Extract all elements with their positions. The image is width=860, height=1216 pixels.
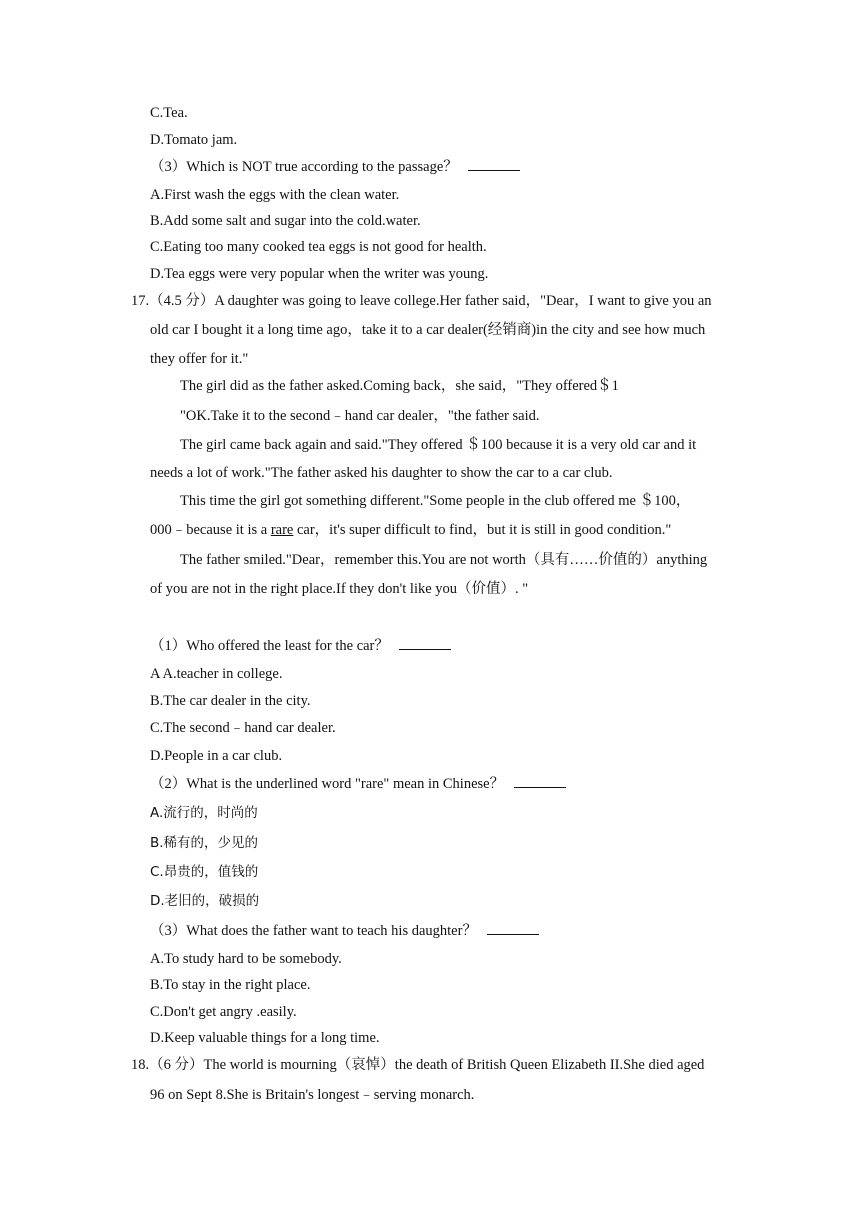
- q17-sub1-prompt: [150, 637, 451, 655]
- q17-intro-line-1: 17.（4.5 分）A daughter was going to leave college.Her father said，"Dear，I want to give you an: [131, 293, 712, 309]
- q17-paragraph-1: The girl did as the father asked.Coming back，she said，"They offered＄1: [180, 378, 619, 394]
- q17-sub1-option-c: C.The second﹣hand car dealer.: [150, 720, 336, 736]
- q17-sub2-prompt: [150, 775, 566, 793]
- q17-sub3-option-d: D.Keep valuable things for a long time.: [150, 1030, 380, 1046]
- q17-intro-line-3: they offer for it.": [150, 351, 249, 367]
- q17-paragraph-5a: The father smiled."Dear，remember this.You are not worth（具有……价值的）anything: [180, 552, 708, 568]
- q16-sub3-option-b: B.Add some salt and sugar into the cold.water.: [150, 213, 421, 229]
- q16-sub3-prompt: [150, 158, 520, 176]
- q17-sub1-option-a: A A.teacher in college.: [150, 666, 283, 682]
- prompt-text: （3）Which is NOT true according to the passage？: [150, 159, 458, 175]
- q17-sub3-option-b: B.To stay in the right place.: [150, 977, 311, 993]
- underlined-word: rare: [270, 522, 294, 538]
- q17-paragraph-3b: needs a lot of work."The father asked his daughter to show the car to a car club.: [150, 465, 613, 481]
- q17-sub3-prompt: [150, 922, 539, 940]
- q16-sub3-option-c: C.Eating too many cooked tea eggs is not good for health.: [150, 239, 487, 255]
- prompt-text: （3）What does the father want to teach his daughter？: [150, 923, 477, 939]
- q17-sub3-option-a: A.To study hard to be somebody.: [150, 951, 342, 967]
- q17-paragraph-4b: [150, 521, 671, 539]
- q17-paragraph-3a: The girl came back again and said."They offered ＄100 because it is a very old car and it: [180, 437, 697, 453]
- q17-sub3-option-c: C.Don't get angry .easily.: [150, 1004, 297, 1020]
- q16-option-d: D.Tomato jam.: [150, 132, 238, 148]
- q17-sub2-option-b: B.稀有的，少见的: [150, 835, 259, 851]
- q17-sub1-option-d: D.People in a car club.: [150, 748, 283, 764]
- q17-sub2-option-a: A.流行的，时尚的: [150, 805, 258, 821]
- q17-sub2-option-d: D.老旧的，破损的: [150, 893, 260, 909]
- text-segment: car，it's super difficult to find，but it is still in good condition.": [293, 522, 672, 538]
- q16-sub3-option-a: A.First wash the eggs with the clean water.: [150, 187, 400, 203]
- q17-sub2-option-c: C.昂贵的，值钱的: [150, 864, 259, 880]
- q17-paragraph-4a: This time the girl got something different."Some people in the club offered me ＄100，: [180, 493, 691, 509]
- answer-blank: [514, 775, 566, 788]
- text-segment: 000﹣because it is a: [150, 522, 271, 538]
- q18-intro-line-1: 18.（6 分）The world is mourning（哀悼）the death of British Queen Elizabeth II.She died aged: [131, 1057, 705, 1073]
- q18-intro-line-2: 96 on Sept 8.She is Britain's longest﹣serving monarch.: [150, 1087, 475, 1103]
- answer-blank: [399, 637, 451, 650]
- prompt-text: （1）Who offered the least for the car？: [150, 638, 389, 654]
- answer-blank: [487, 922, 539, 935]
- q16-sub3-option-d: D.Tea eggs were very popular when the writer was young.: [150, 266, 489, 282]
- prompt-text: （2）What is the underlined word "rare" mean in Chinese？: [150, 776, 505, 792]
- q17-intro-line-2: old car I bought it a long time ago，take it to a car dealer(经销商)in the city and see how much: [150, 322, 706, 338]
- q17-paragraph-2: "OK.Take it to the second﹣hand car dealer，"the father said.: [180, 408, 540, 424]
- answer-blank: [468, 158, 520, 171]
- q17-paragraph-5b: of you are not in the right place.If they don't like you（价值）. ": [150, 581, 529, 597]
- q17-sub1-option-b: B.The car dealer in the city.: [150, 693, 311, 709]
- q16-option-c: C.Tea.: [150, 105, 188, 121]
